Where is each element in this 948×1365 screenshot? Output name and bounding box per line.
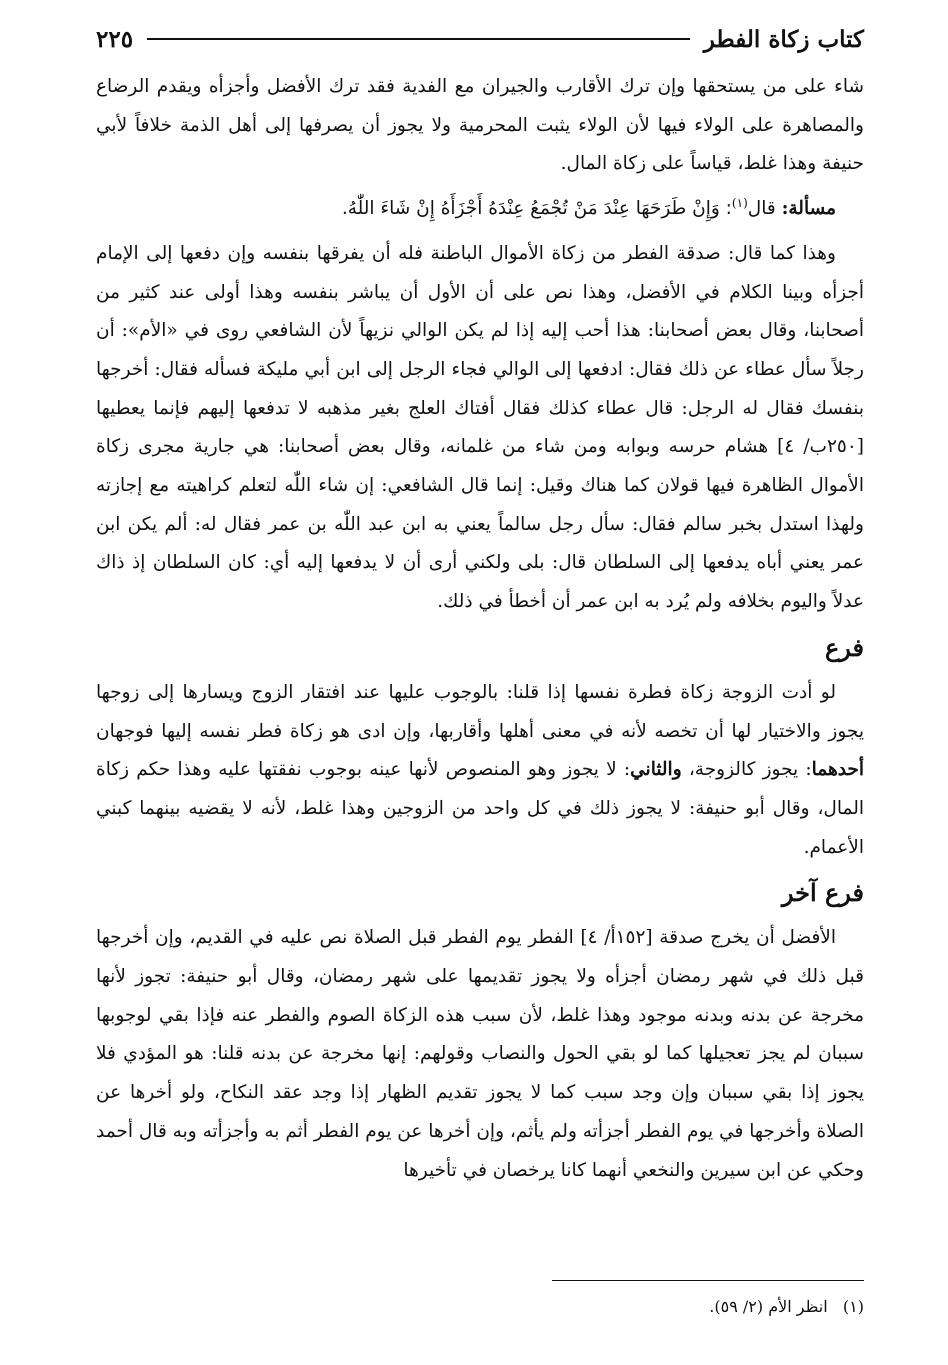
section-heading-far: فرع: [824, 632, 864, 662]
term-first: أحدهما: [811, 759, 864, 781]
paragraph-far: [96, 674, 864, 868]
paragraph-far-akhar: الأفضل أن يخرج صدقة [١٥٢أ/ ٤] الفطر يوم الفطر قبل الصلاة نص عليه في القديم، وإن أخرجها قبل ذلك في شهر رمضان أجزأه ولا يجوز تقديمها على شهر رمضان، وقال أبو حنيفة: تجوز لأنها مخرجة عن بدنه وبدنه موجود وهذا غلط، لأن سبب هذه الزكاة الصوم والفطر عنه فإذا بقي لوجوبها سببان لم يجز تعجيلها كما لو بقي الحول والنصاب وقولهم: إنها مخرجة عن بدنه قلنا: هو المؤدي فلا يجوز إذا بقي سببان وإن وجد سبب كما لا يجوز تقديم الظهار إذا وجد عقد النكاح، ولو أخرها عن الصلاة وأخرجها في يوم الفطر أجزأته ولم يأثم، وإن أخرها عن يوم الفطر أثم به وأجزأته وبه قال أحمد وحكي عن ابن سيرين والنخعي أنهما كانا يرخصان في تأخيرها: [96, 927, 864, 1181]
footnote-number: (١): [842, 1297, 864, 1316]
header-rule: [147, 38, 690, 40]
footnote-rule: [552, 1280, 864, 1281]
far-text-start: لو أدت الزوجة زكاة فطرة نفسها إذا قلنا: بالوجوب عليها عند افتقار الزوج ويسارها إلى زوجها يجوز والاختيار لها أن تخصه لأنه في معنى أهلها وأقاربها، وإن ادى هو زكاة فطر نفسه إليها فوجهان: [96, 681, 864, 742]
term-second: والثاني: [630, 759, 682, 781]
page-number: ٢٢٥: [96, 25, 134, 53]
chapter-title: كتاب زكاة الفطر: [703, 25, 864, 53]
footnote: [709, 1292, 864, 1322]
masala-label: مسألة:: [781, 198, 836, 220]
paragraph-continuation: شاء على من يستحقها وإن ترك الأقارب والجيران مع الفدية فقد ترك الأفضل وأجزأه ويقدم الرضاع والمصاهرة على الولاء فيها لأن الولاء يثبت المحرمية ولا يجوز أن يصرفها إلى أهل الذمة خلافاً لأبي حنيفة وهذا غلط، قياساً على زكاة المال.: [96, 76, 864, 175]
masala-paragraph: [96, 190, 864, 229]
paragraph-commentary: وهذا كما قال: صدقة الفطر من زكاة الأموال الباطنة فله أن يفرقها بنفسه وإن دفعها إلى الإمام أجزأه وبينا الكلام في الأفضل، وهذا نص على أن الأول أن يباشر بنفسه وهذا أولى عند كثير من أصحابنا، وقال بعض أصحابنا: هذا أحب إليه إذا لم يكن الوالي نزيهاً لأن الشافعي روى في «الأم»: أن رجلاً سأل عطاء عن ذلك فقال: ادفعها إلى الوالي فجاء الرجل إلى ابن أبي مليكة فسأله فقال: أخرجها بنفسك فقال له الرجل: قال عطاء كذلك فقال أفتاك العلج بغير مذهبه لا تدفعها إليهم فإنما يعطيها [٢٥٠ب/ ٤] هشام حرسه وبوابه ومن شاء من غلمانه، وقال بعض أصحابنا: هي جارية مجرى زكاة الأموال الظاهرة فيها قولان كما هناك وقيل: إنما قال الشافعي: إن شاء اللّٰه لتعلم كراهيته مع إجازته ولهذا استدل بخبر سالم فقال: سأل رجل سالماً يعني به ابن عبد اللّٰه بن عمر فقال له: ألم يكن ابن عمر يعني أباه يدفعها إلى السلطان قال: بلى ولكني أرى أن لا يدفعها إليه أي: كان السلطان إذ ذاك عدلاً واليوم بخلافه ولم يُرد به ابن عمر أن أخطأ في ذلك.: [96, 242, 864, 613]
running-header: [96, 18, 864, 60]
far-text-end: : لا يجوز وهو المنصوص لأنها عينه بوجوب نفقتها عليه وهذا حكم زكاة المال، وقال أبو حنيفة: لا يجوز ذلك في كل واحد من الزوجين وهذا غلط، لأنه لا يقضيه بينهما كبني الأعمام.: [96, 759, 864, 858]
masala-said: قال: [747, 198, 776, 220]
footnote-text: انظر الأم (٢/ ٥٩).: [709, 1297, 828, 1316]
footnote-ref: (١): [731, 195, 748, 210]
section-heading-far-akhar: فرع آخر: [781, 878, 864, 908]
book-page: [96, 18, 864, 1348]
far-text-mid: : يجوز كالزوجة،: [681, 759, 812, 781]
quoted-text: : وَإِنْ طَرَحَهَا عِنْدَ مَنْ تُجْمَعُ عِنْدَهُ أَجْزَأَهُ إِنْ شَاءَ اللّٰهُ.: [341, 198, 732, 220]
body-text: [96, 68, 864, 1190]
